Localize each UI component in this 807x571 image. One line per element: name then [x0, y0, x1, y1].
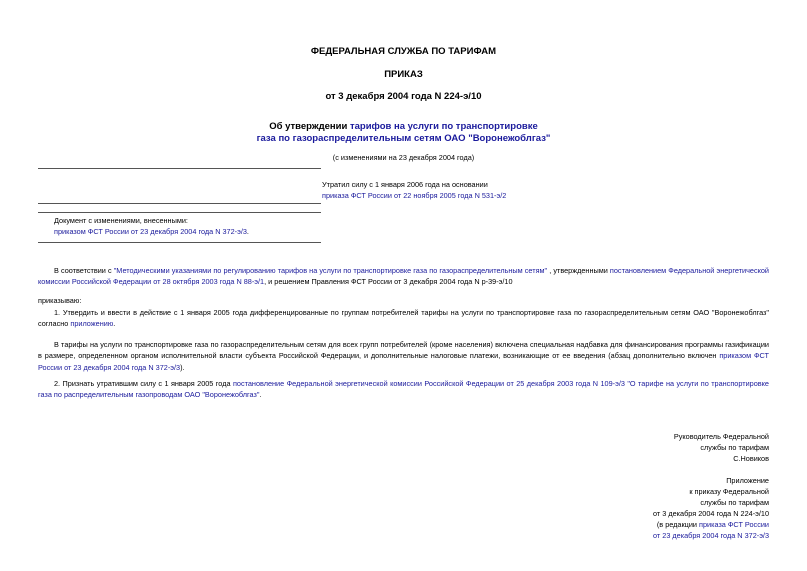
document-type: ПРИКАЗ: [384, 69, 423, 80]
order-word: приказываю:: [38, 296, 82, 305]
signature-position: Руководитель Федеральной: [673, 432, 769, 441]
repealed-resolution-link[interactable]: постановление Федеральной энергетической комиссии Российской Федерации от 25 декабря 2003 года N 109-э/3 "О тарифе на услуги по транспортировке газа по распределительным газопроводам ОАО "Воронежоблгаз": [38, 379, 769, 400]
document-date-number: от 3 декабря 2004 года N 224-э/10: [325, 91, 482, 102]
order-item-1: [38, 307, 769, 330]
amended-text: Документ с изменениями, внесенными:: [54, 216, 188, 225]
preamble-text-2: , утвержденными: [547, 266, 610, 275]
preamble-paragraph: [38, 265, 769, 288]
appendix-edition-prefix: (в редакции: [656, 520, 700, 529]
amended-notice: [54, 215, 354, 237]
expired-text: Утратил силу с 1 января 2006 года на основании: [322, 180, 488, 189]
title-link-line2[interactable]: газа по газораспределительным сетям ОАО "Воронежоблгаз": [256, 133, 551, 144]
appendix-line-3: службы по тарифам: [700, 498, 769, 507]
appendix-line-2: к приказу Федеральной: [689, 487, 769, 496]
divider: [38, 212, 321, 213]
item1-text: 1. Утвердить и ввести в действие с 1 января 2005 года дифференцированные по группам потребителей тарифы на услуги по транспортировке газа по газораспределительным сетям ОАО "Воронежоблгаз" согласно: [38, 308, 769, 329]
divider: [38, 242, 321, 243]
title-link-line1[interactable]: тарифов на услуги по транспортировке: [349, 121, 538, 132]
appendix-edition-link[interactable]: приказа ФСТ России: [699, 520, 769, 529]
preamble-text-3: , и решением Правления ФСТ России от 3 декабря 2004 года N р-39-э/10: [264, 277, 513, 287]
appendix-line-4: от 3 декабря 2004 года N 224-э/10: [653, 509, 769, 518]
surcharge-amendment-link[interactable]: приказом ФСТ России от 23 декабря 2004 года N 372-э/3: [38, 351, 770, 372]
item2-end: .: [259, 390, 262, 400]
surcharge-paragraph: [38, 339, 769, 373]
title-prefix: Об утверждении: [269, 121, 350, 132]
item2-text: 2. Признать утратившим силу с 1 января 2005 года: [54, 379, 233, 388]
appendix-link[interactable]: приложению: [70, 319, 114, 329]
surcharge-end: ).: [180, 362, 185, 372]
fek-resolution-link[interactable]: постановлением Федеральной энергетической комиссии Российской Федерации от 28 октября 2003 года N 88-э/1: [38, 266, 769, 287]
surcharge-text: В тарифы на услуги по транспортировке газа по газораспределительным сетям для всех групп потребителей (кроме населения) включена специальная надбавка для финансирования программы газификации в размере, определенном органом исполнительной власти субъекта Российской Федерации, и дополнительные налоговые платежи, возникающие от ее введения (абзац дополнительно включен: [38, 340, 769, 361]
changes-note: (с изменениями на 23 декабря 2004 года): [332, 153, 475, 162]
document-title: [0, 121, 807, 145]
preamble-text-1: В соответствии с: [54, 266, 114, 275]
amended-end: .: [246, 227, 249, 236]
amended-link[interactable]: приказом ФСТ России от 23 декабря 2004 года N 372-э/3: [54, 227, 247, 236]
appendix-title: Приложение: [726, 476, 769, 485]
agency-name: ФЕДЕРАЛЬНАЯ СЛУЖБА ПО ТАРИФАМ: [310, 46, 497, 57]
signature-name: С.Новиков: [733, 454, 769, 463]
appendix-edition-link-date[interactable]: от 23 декабря 2004 года N 372-э/3: [653, 531, 769, 540]
signature-block: [674, 431, 769, 464]
expired-link[interactable]: приказа ФСТ России от 22 ноября 2005 года N 531-э/2: [322, 191, 507, 200]
item1-end: .: [113, 319, 116, 329]
divider: [38, 203, 321, 204]
signature-agency: службы по тарифам: [700, 443, 769, 452]
methodology-link[interactable]: "Методическими указаниями по регулированию тарифов на услуги по транспортировке газа по газораспределительным сетям": [113, 266, 548, 275]
expired-notice: [322, 179, 622, 201]
appendix-header: [653, 475, 769, 541]
order-item-2: [38, 378, 769, 401]
divider: [38, 168, 321, 169]
